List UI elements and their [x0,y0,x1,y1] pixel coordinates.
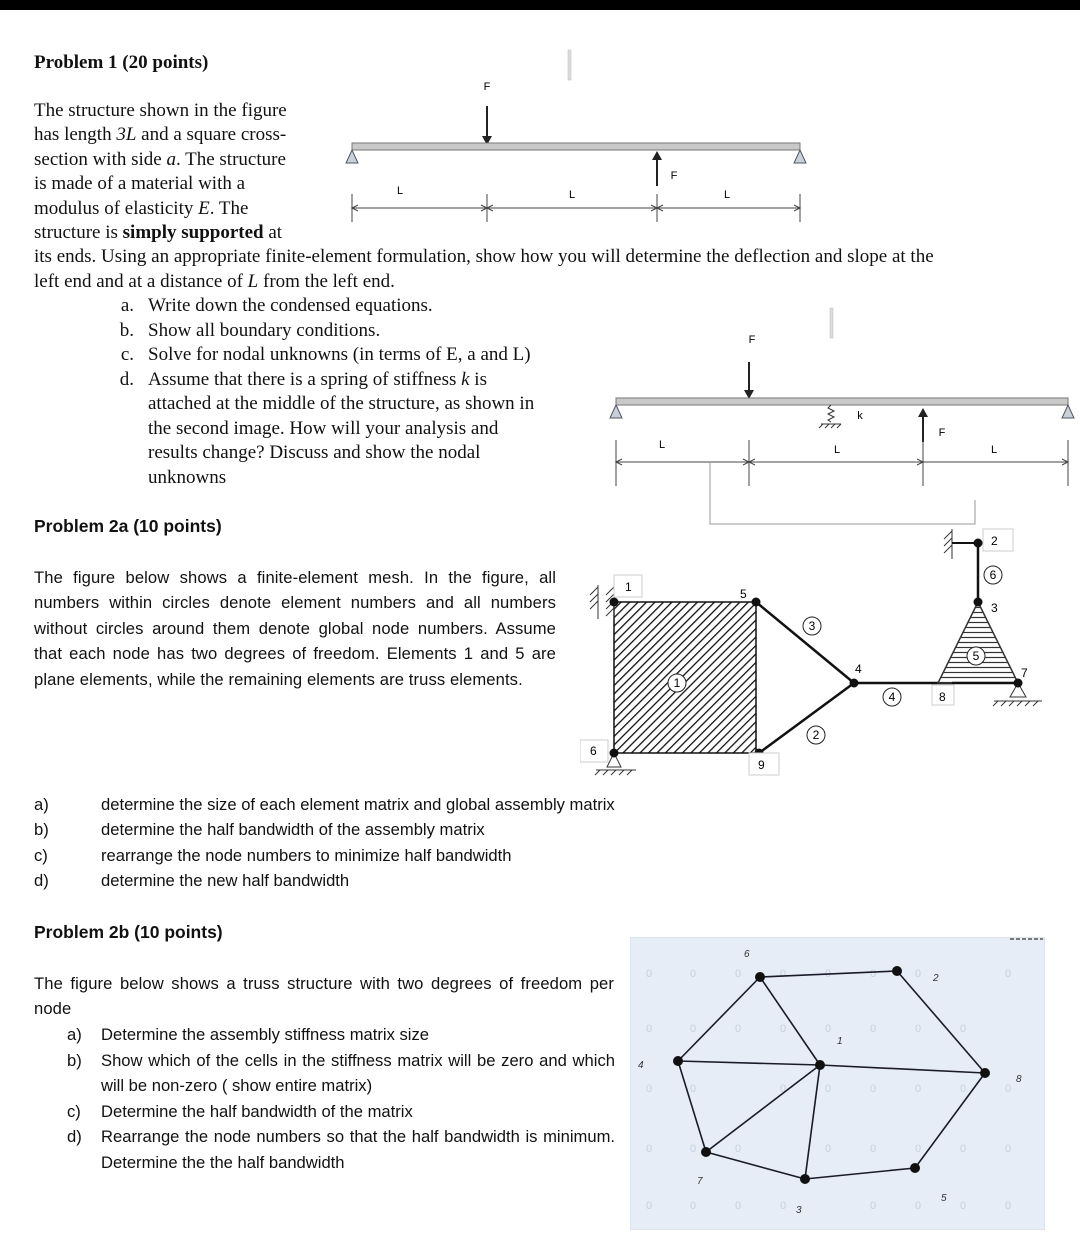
truss-node-label-1: 1 [837,1036,843,1047]
svg-text:0: 0 [870,1023,877,1035]
beam-figure-2 [605,300,1080,528]
svg-text:0: 0 [735,1200,742,1212]
truss-element-2 [759,683,854,753]
svg-text:0: 0 [825,1023,832,1035]
list-item-2a-d: d) determine the new half bandwidth [34,870,350,890]
svg-text:0: 0 [915,1083,922,1095]
left-support [346,150,358,163]
element-label-2: 2 [812,728,820,742]
list-item-2b-b: b) Show which of the cells in the stiffness matrix will be zero and which will be non-zero ( show entire matrix) [67,1050,615,1095]
problem2b-title: Problem 2b (10 points) [34,922,223,942]
spring [828,405,834,422]
list-item-a: a. Write down the condensed equations. [120,295,433,316]
svg-text:0: 0 [646,968,653,980]
node-label-4: 4 [855,662,862,676]
intro-line-1: The structure shown in the figure [34,100,287,121]
svg-text:0: 0 [915,968,922,980]
svg-text:0: 0 [825,1143,832,1155]
truss-node-label-6: 6 [744,949,750,960]
beam [352,143,800,150]
force-label-mid: F [670,170,678,182]
problem2a-paragraph: The figure below shows a finite-element mesh. In the figure, all numbers within circles denote element numbers and all numbers without circles around them denote global node numbers. Assume that each node has two degrees of freedom. Elements 1 and 5 are plane elements, while the remaining elements are truss elements. [34,568,556,689]
truss-node-label-5: 5 [941,1193,947,1204]
force-label-top-2: F [748,334,756,346]
svg-text:0: 0 [915,1200,922,1212]
intro-line-5: modulus of elasticity E. The [34,197,249,219]
list-item-c: c. Solve for nodal unknowns (in terms of E, a and L) [120,344,531,365]
svg-text:0: 0 [915,1023,922,1035]
node-label-8: 8 [939,690,946,704]
svg-text:0: 0 [646,1200,653,1212]
intro-line-8: left end and at a distance of L from the left end. [34,270,395,292]
svg-text:0: 0 [870,1143,877,1155]
span-label-2-3: L [990,444,998,456]
svg-text:0: 0 [915,1143,922,1155]
spring-label: k [857,410,863,422]
svg-text:0: 0 [780,1083,787,1095]
svg-text:0: 0 [1005,968,1012,980]
list-item-2b-c: c) Determine the half bandwidth of the matrix [67,1101,413,1121]
list-item-2b-a: a) Determine the assembly stiffness matrix size [67,1025,429,1044]
intro-line-2: has length 3L and a square cross- [34,124,287,146]
intro-line-3: section with side a. The structure [34,148,286,170]
node-label-7: 7 [1021,666,1028,680]
svg-text:0: 0 [825,968,832,980]
truss-node-label-7: 7 [697,1176,703,1187]
svg-text:0: 0 [646,1143,653,1155]
plane-element-1 [614,602,756,753]
problem2b-intro: The figure below shows a truss structure with two degrees of freedom per node [34,974,614,1019]
truss-node-label-3: 3 [796,1205,802,1216]
svg-text:0: 0 [646,1023,653,1035]
svg-text:0: 0 [690,1023,697,1035]
truss-element-3 [756,602,854,683]
svg-text:0: 0 [1005,1143,1012,1155]
plane-element-5 [938,602,1018,683]
beam-figure-1 [340,44,810,244]
svg-text:0: 0 [690,1143,697,1155]
truss-node-label-8: 8 [1016,1074,1022,1085]
svg-text:0: 0 [780,1023,787,1035]
svg-text:0: 0 [870,968,877,980]
list-item-b: b. Show all boundary conditions. [119,319,381,341]
svg-text:0: 0 [735,1143,742,1155]
svg-text:0: 0 [960,1200,967,1212]
svg-text:0: 0 [690,968,697,980]
intro-line-4: is made of a material with a [34,173,246,195]
svg-text:0: 0 [825,1083,832,1095]
node-label-9: 9 [758,758,765,772]
problem1-list: a. Write down the condensed equations. b. Show all boundary conditions. c. Solve for nodal unknowns (in terms of E, a and L) d. Assume that there is a spring of stiffness k is attached at the middle of the structure, as shown in the second image. How will your analysis and results change? Discuss and show the nodal unknowns [100,294,534,490]
node-label-3: 3 [991,601,998,615]
force-label-top: F [483,81,491,93]
span-label-2-1: L [658,439,666,451]
problem2a-title: Problem 2a (10 points) [34,516,222,536]
svg-text:0: 0 [780,1200,787,1212]
truss-node-label-2: 2 [933,973,939,984]
span-label-1: L [396,185,404,197]
svg-text:0: 0 [960,1083,967,1095]
intro-line-6: structure is simply supported at [34,222,283,244]
list-item-d: d. Assume that there is a spring of stiffness k is [119,368,487,390]
svg-text:0: 0 [735,1023,742,1035]
truss-figure [630,937,1045,1230]
list-item-2a-b: b) determine the half bandwidth of the assembly matrix [34,820,485,840]
node-label-2: 2 [991,534,998,548]
svg-text:0: 0 [1005,1083,1012,1095]
problem2a-list [34,795,714,896]
right-support-2 [1062,405,1074,418]
element-label-1: 1 [673,676,681,690]
force-label-mid-2: F [938,427,946,439]
problem1-title: Problem 1 (20 points) [34,52,209,73]
svg-text:0: 0 [690,1083,697,1095]
span-label-2: L [568,189,576,201]
list-item-2b-d: d) Rearrange the node numbers so that the half bandwidth is minimum. Determine the the half bandwidth [67,1127,615,1172]
svg-text:0: 0 [960,1143,967,1155]
beam-2 [616,398,1068,405]
list-item-2a-c: c) rearrange the node numbers to minimize half bandwidth [34,845,512,865]
svg-text:0: 0 [870,1200,877,1212]
span-label-2-2: L [833,444,841,456]
truss-node-label-4: 4 [638,1060,644,1071]
node-label-1: 1 [625,580,632,594]
svg-text:0: 0 [1005,1200,1012,1212]
mesh-figure [580,515,1060,785]
svg-text:0: 0 [870,1083,877,1095]
svg-text:0: 0 [960,1023,967,1035]
element-label-6: 6 [989,568,997,582]
svg-text:0: 0 [780,968,787,980]
element-label-5: 5 [972,649,980,663]
element-label-4: 4 [888,690,896,704]
svg-text:0: 0 [646,1083,653,1095]
svg-text:0: 0 [735,968,742,980]
node-label-5: 5 [740,587,747,601]
svg-text:0: 0 [690,1200,697,1212]
span-label-3: L [723,189,731,201]
node-label-6: 6 [590,744,597,758]
top-black-bar [0,0,1080,10]
problem2b-list [67,1022,615,1175]
list-item-2a-a: a) determine the size of each element matrix and global assembly matrix [34,795,615,814]
intro-line-7: its ends. Using an appropriate finite-element formulation, show how you will determine the deflection and slope at the [34,246,934,268]
right-support [794,150,806,163]
element-label-3: 3 [808,619,816,633]
left-support-2 [610,405,622,418]
